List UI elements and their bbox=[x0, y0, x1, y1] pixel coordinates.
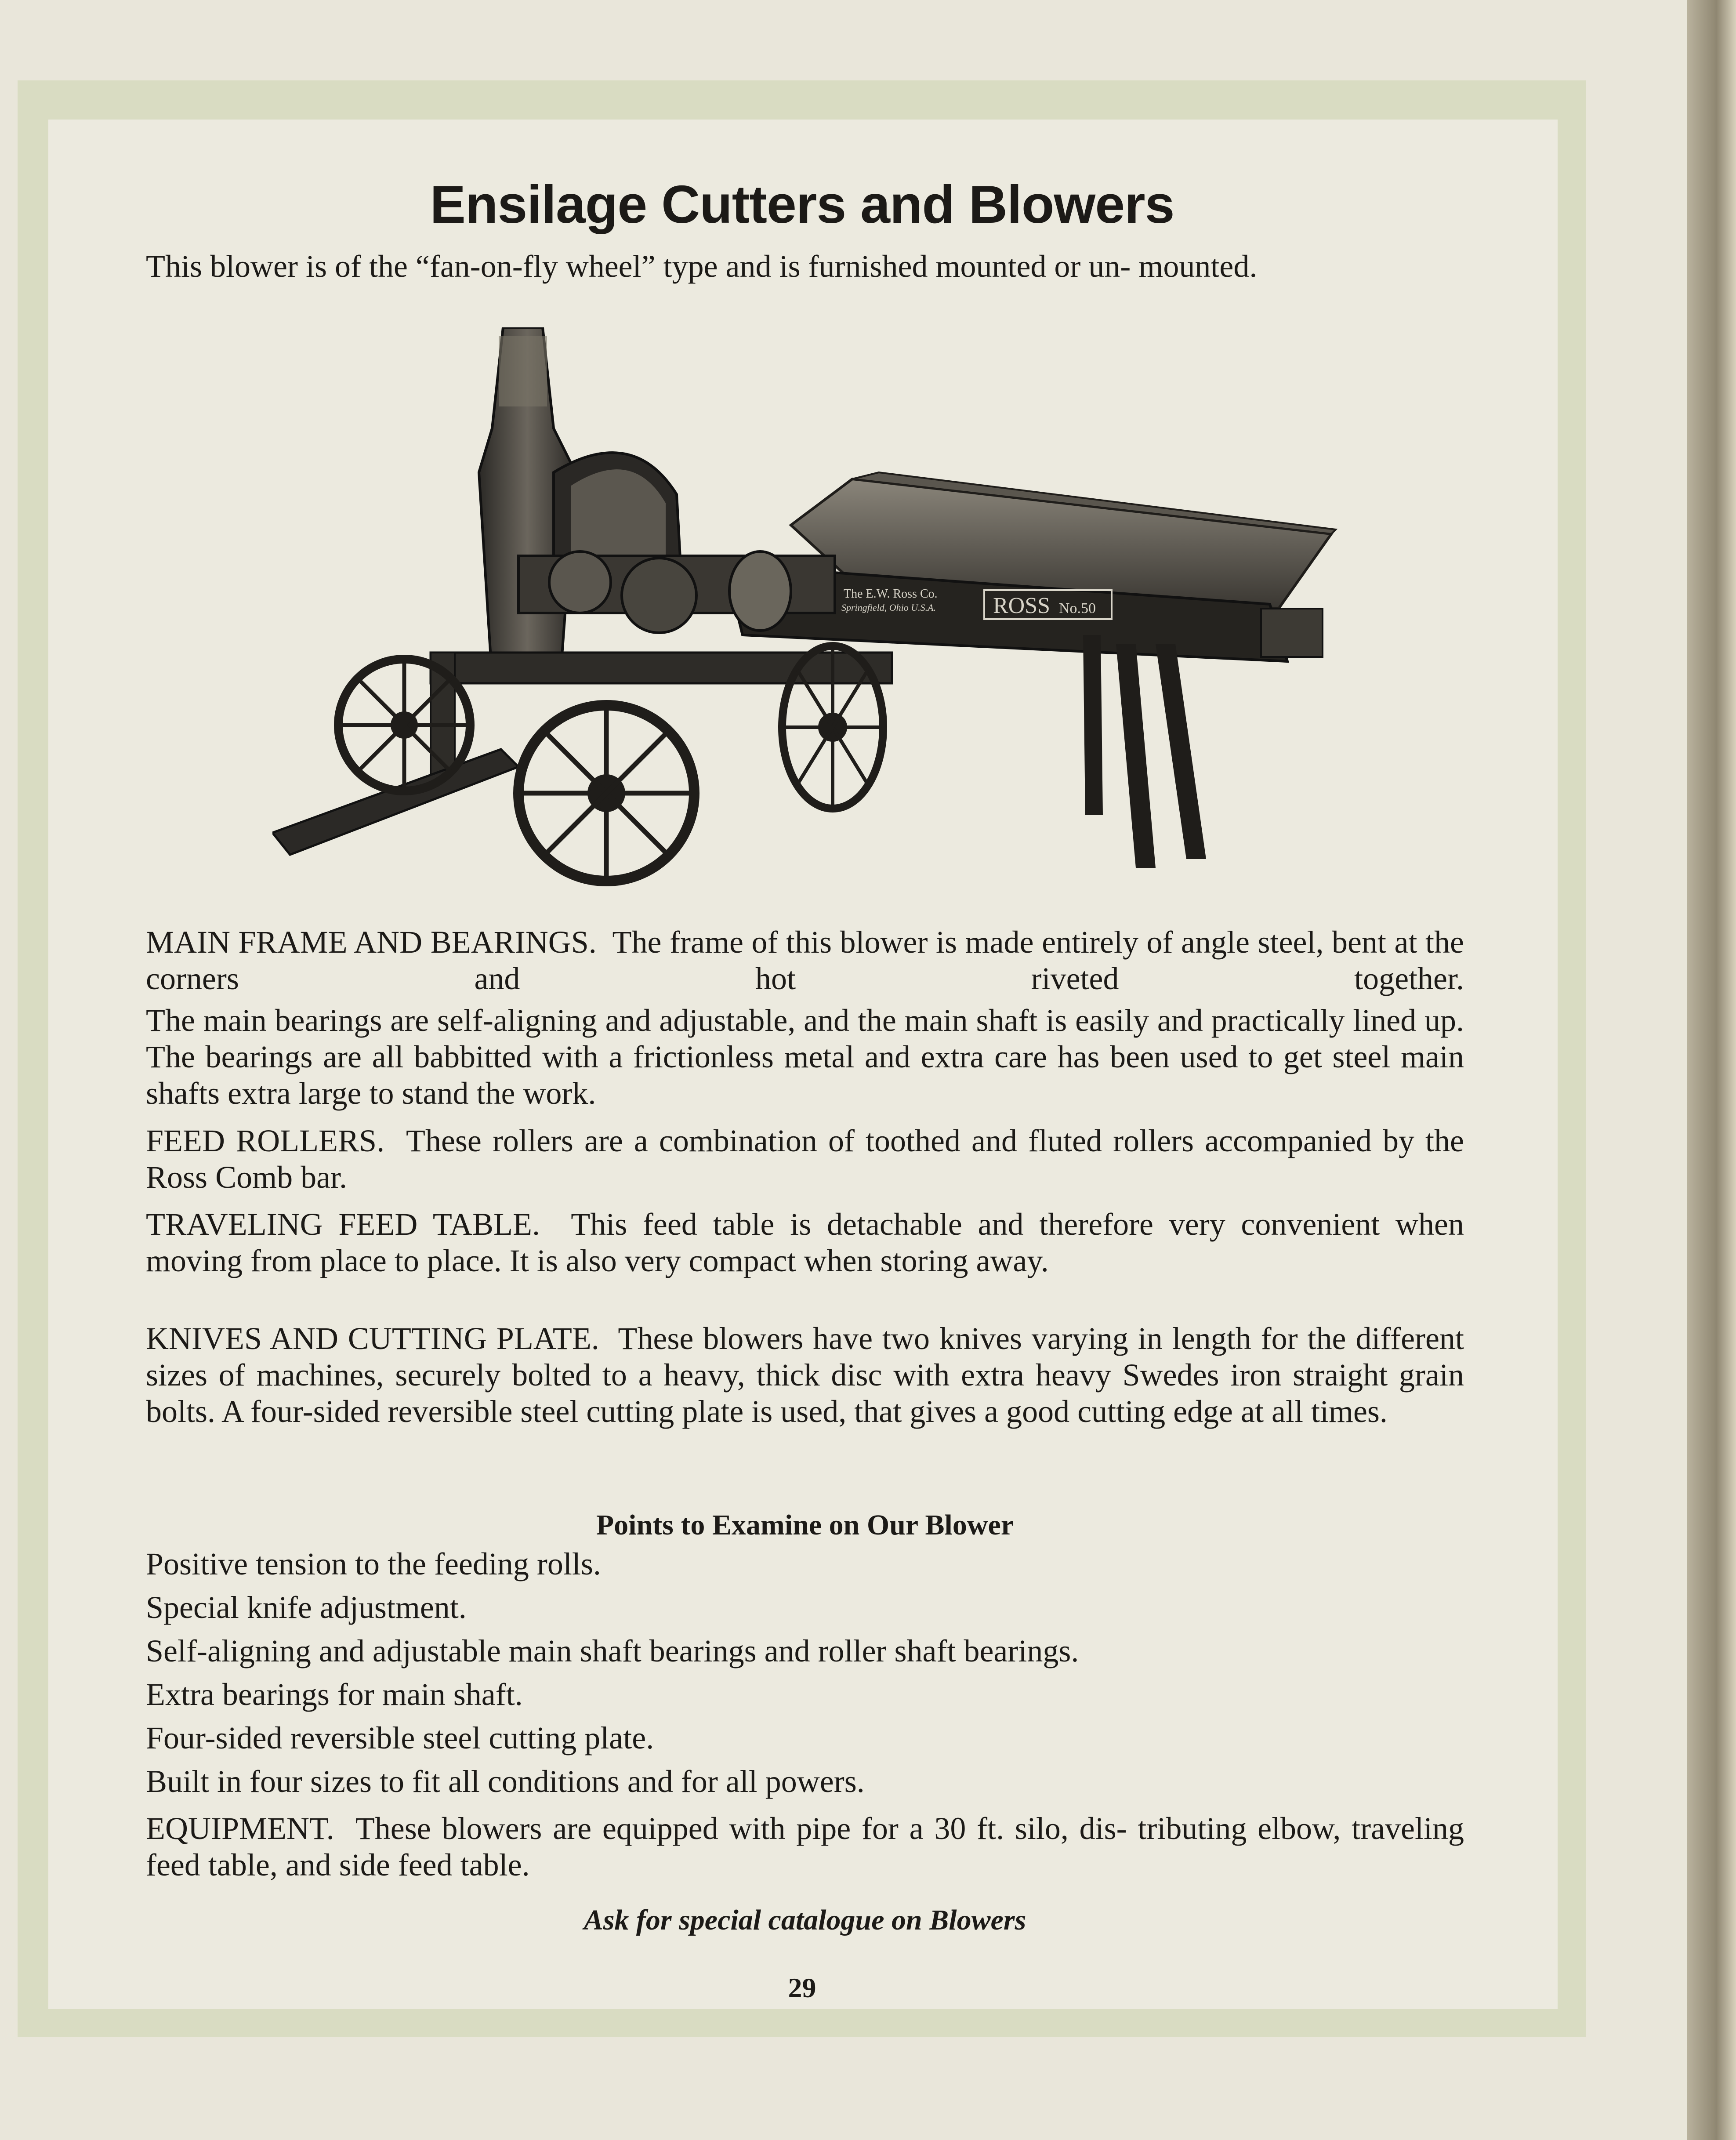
paragraph-heading: FEED ROLLERS. bbox=[146, 1123, 385, 1158]
plate-brand: ROSS bbox=[993, 593, 1051, 618]
paragraph-main-frame bbox=[146, 924, 1464, 997]
paragraph-equipment bbox=[146, 1810, 1464, 1883]
paragraph-body: These blowers have two knives varying in length for the different sizes of machines, securely bolted to a heavy, thick disc with extra heavy Swedes iron straight grain bolts. A four-sided reversible steel cutting plate is used, that gives a good cutting edge at all times. bbox=[146, 1321, 1464, 1429]
blower-illustration bbox=[272, 327, 1349, 894]
paragraph-body: This feed table is detachable and therefore very convenient when moving from place to place. It is also very compact when storing away. bbox=[146, 1207, 1464, 1278]
paragraph-traveling-feed-table bbox=[146, 1206, 1464, 1279]
paragraph-body: These blowers are equipped with pipe for a 30 ft. silo, dis- tributing elbow, traveling feed table, and side feed table. bbox=[146, 1811, 1464, 1882]
points-heading: Points to Examine on Our Blower bbox=[596, 1509, 1014, 1541]
paragraph-heading: KNIVES AND CUTTING PLATE. bbox=[146, 1321, 599, 1356]
paragraph-heading: TRAVELING FEED TABLE. bbox=[146, 1207, 540, 1242]
intro-paragraph: This blower is of the “fan-on-fly wheel” type and is furnished mounted or un- mounted. bbox=[146, 249, 1258, 284]
point-item: Built in four sizes to fit all conditions and for all powers. bbox=[146, 1764, 865, 1799]
plate-maker: The E.W. Ross Co. bbox=[844, 587, 938, 601]
plate-model: No.50 bbox=[1059, 600, 1096, 617]
page-edge bbox=[1687, 0, 1736, 2140]
plate-place: Springfield, Ohio U.S.A. bbox=[841, 602, 936, 613]
paragraph-main-bearings: The main bearings are self-aligning and adjustable, and the main shaft is easily and practically lined up. The bearings are all babbitted with a frictionless metal and extra care has been used to get steel main shafts extra large to stand the work. bbox=[146, 1003, 1464, 1111]
point-item: Extra bearings for main shaft. bbox=[146, 1677, 523, 1712]
point-item: Self-aligning and adjustable main shaft bearings and roller shaft bearings. bbox=[146, 1633, 1079, 1668]
catalogue-request: Ask for special catalogue on Blowers bbox=[583, 1904, 1026, 1936]
point-item: Special knife adjustment. bbox=[146, 1590, 467, 1625]
point-item: Positive tension to the feeding rolls. bbox=[146, 1546, 601, 1581]
paragraph-heading: EQUIPMENT. bbox=[146, 1811, 334, 1846]
page-number: 29 bbox=[788, 1972, 816, 2003]
paragraph-heading: MAIN FRAME AND BEARINGS. bbox=[146, 925, 597, 960]
paragraph-feed-rollers bbox=[146, 1123, 1464, 1196]
point-item: Four-sided reversible steel cutting plate. bbox=[146, 1720, 654, 1756]
paragraph-body: These rollers are a combination of toothed and fluted rollers accompanied by the Ross Comb bar. bbox=[146, 1123, 1464, 1195]
page-title: Ensilage Cutters and Blowers bbox=[430, 174, 1174, 234]
paragraph-knives-cutting-plate bbox=[146, 1320, 1464, 1430]
paragraph-body: The frame of this blower is made entirely of angle steel, bent at the corners and hot riveted together. bbox=[146, 925, 1464, 996]
